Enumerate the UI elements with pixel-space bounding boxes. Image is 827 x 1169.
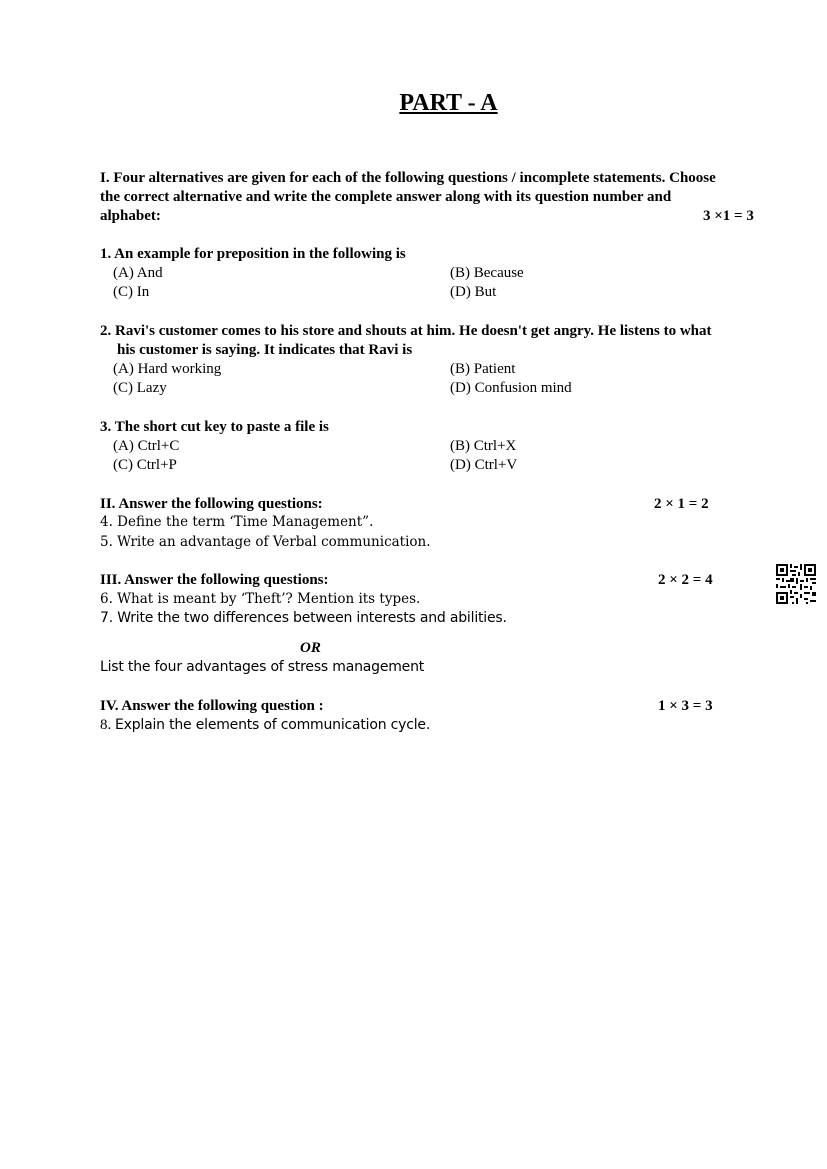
section-3-marks: 2 × 2 = 4 xyxy=(658,572,713,588)
question-8 xyxy=(100,716,430,735)
section-1-heading-line-2: the correct alternative and write the complete answer along with its question number and xyxy=(100,189,672,205)
section-3-heading: III. Answer the following questions: xyxy=(100,572,329,588)
question-6: 6. What is meant by ‘Theft’? Mention its types. xyxy=(100,591,421,607)
question-2-option-a: (A) Hard working xyxy=(113,361,222,377)
question-3-stem: 3. The short cut key to paste a file is xyxy=(100,419,329,435)
section-1-heading-line-1: I. Four alternatives are given for each of the following questions / incomplete statements. Choose xyxy=(100,170,716,186)
or-separator: OR xyxy=(300,640,321,656)
question-2-option-c: (C) Lazy xyxy=(113,380,167,396)
question-1-stem: 1. An example for preposition in the following is xyxy=(100,246,406,262)
question-1-option-c: (C) In xyxy=(113,284,150,300)
question-8-number: 8. xyxy=(100,717,112,733)
question-2-stem-line-1: 2. Ravi's customer comes to his store and shouts at him. He doesn't get angry. He listens to what xyxy=(100,323,712,339)
section-1-heading-line-3: alphabet: xyxy=(100,208,161,224)
question-2-stem-line-2: his customer is saying. It indicates that Ravi is xyxy=(117,342,413,358)
question-1-option-a: (A) And xyxy=(113,265,163,281)
question-4: 4. Define the term ‘Time Management”. xyxy=(100,514,374,530)
question-1-option-b: (B) Because xyxy=(450,265,524,281)
question-7-alternative: List the four advantages of stress management xyxy=(100,659,425,675)
question-7: 7. Write the two differences between interests and abilities. xyxy=(100,610,507,626)
question-3-option-b: (B) Ctrl+X xyxy=(450,438,517,454)
page-title: PART - A xyxy=(399,90,498,116)
question-2-option-d: (D) Confusion mind xyxy=(450,380,572,396)
section-4-heading: IV. Answer the following question : xyxy=(100,698,324,714)
question-5: 5. Write an advantage of Verbal communication. xyxy=(100,534,431,550)
section-2-marks: 2 × 1 = 2 xyxy=(654,496,709,512)
section-2-heading: II. Answer the following questions: xyxy=(100,496,323,512)
qr-code-icon xyxy=(776,564,816,604)
question-3-option-a: (A) Ctrl+C xyxy=(113,438,180,454)
question-3-option-d: (D) Ctrl+V xyxy=(450,457,518,473)
section-1-marks: 3 ×1 = 3 xyxy=(703,208,754,224)
section-4-marks: 1 × 3 = 3 xyxy=(658,698,713,714)
question-1-option-d: (D) But xyxy=(450,284,497,300)
question-3-option-c: (C) Ctrl+P xyxy=(113,457,177,473)
question-2-option-b: (B) Patient xyxy=(450,361,516,377)
question-8-text: Explain the elements of communication cycle. xyxy=(115,717,431,733)
